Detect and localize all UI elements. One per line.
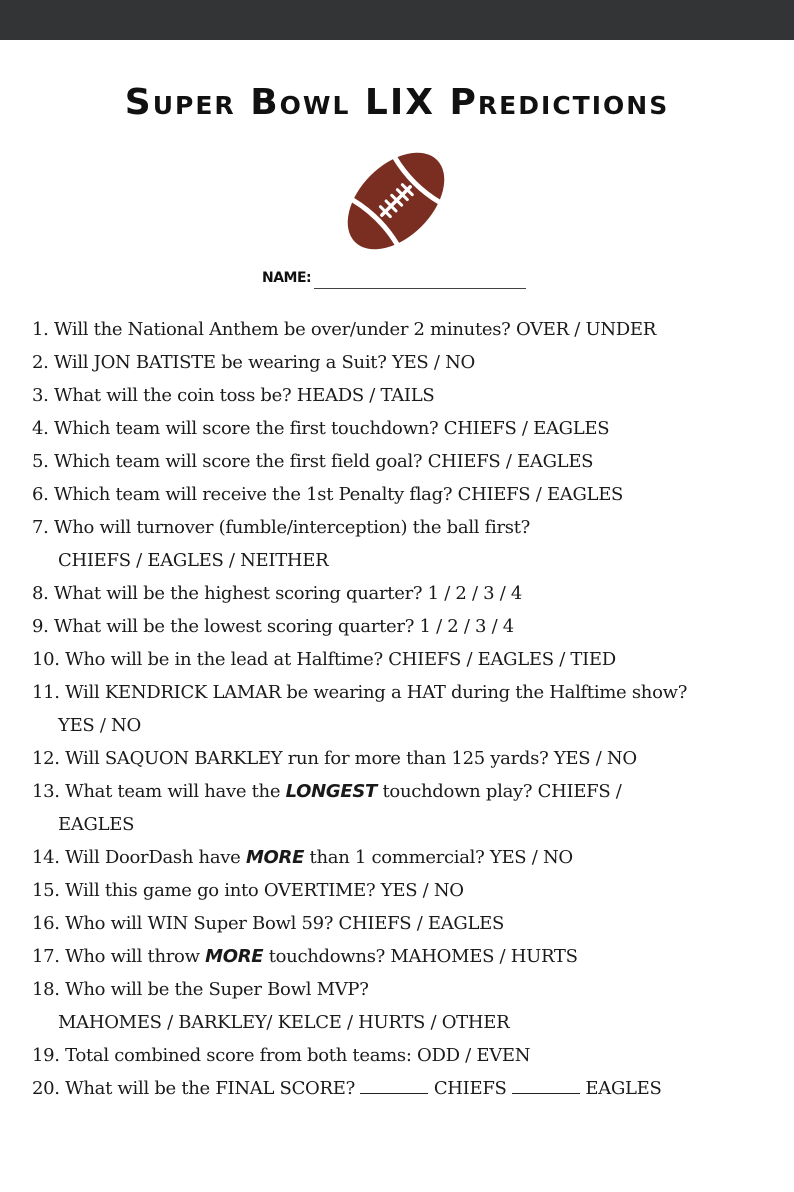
question-text: Who will throw (65, 946, 206, 967)
question-text: What will be the highest scoring quarter? 1 / 2 / 3 / 4 (54, 583, 523, 604)
question-number: 1. (32, 319, 49, 340)
question-item (32, 511, 782, 577)
question-number: 6. (32, 484, 49, 505)
question-text: Will the National Anthem be over/under 2 minutes? OVER / UNDER (54, 319, 657, 340)
question-list (32, 313, 782, 1105)
question-line (32, 1072, 782, 1105)
top-bar (0, 0, 794, 40)
question-number: 9. (32, 616, 49, 637)
question-text: Which team will score the first field goal? CHIEFS / EAGLES (54, 451, 594, 472)
question-continuation: YES / NO (58, 715, 141, 736)
question-text: touchdown play? CHIEFS / (377, 781, 622, 802)
question-number: 18. (32, 979, 60, 1000)
question-line (32, 445, 782, 478)
name-line[interactable] (314, 288, 526, 289)
question-line (32, 379, 782, 412)
name-label: NAME: (262, 270, 312, 286)
question-line (32, 940, 782, 973)
question-item (32, 445, 782, 478)
question-item (32, 412, 782, 445)
question-number: 19. (32, 1045, 60, 1066)
question-line (32, 412, 782, 445)
question-item (32, 577, 782, 610)
question-number: 3. (32, 385, 49, 406)
question-item (32, 610, 782, 643)
score-blank-eagles[interactable] (512, 1077, 580, 1094)
question-number: 14. (32, 847, 60, 868)
question-number: 8. (32, 583, 49, 604)
question-item (32, 1072, 782, 1105)
question-item (32, 940, 782, 973)
question-number: 5. (32, 451, 49, 472)
question-number: 10. (32, 649, 60, 670)
team-label: EAGLES (585, 1078, 662, 1099)
question-text: Who will be in the lead at Halftime? CHIEFS / EAGLES / TIED (65, 649, 616, 670)
question-line (32, 841, 782, 874)
question-continuation: EAGLES (58, 814, 135, 835)
question-line (32, 577, 782, 610)
question-item (32, 907, 782, 940)
question-text: Which team will receive the 1st Penalty flag? CHIEFS / EAGLES (54, 484, 624, 505)
question-number: 11. (32, 682, 60, 703)
question-text: Will SAQUON BARKLEY run for more than 125 yards? YES / NO (65, 748, 637, 769)
question-text: Who will WIN Super Bowl 59? CHIEFS / EAGLES (65, 913, 505, 934)
question-item (32, 742, 782, 775)
question-item (32, 874, 782, 907)
page-title: Super Bowl LIX Predictions (124, 82, 670, 123)
question-item (32, 643, 782, 676)
team-label: CHIEFS (433, 1078, 507, 1099)
question-text: than 1 commercial? YES / NO (304, 847, 573, 868)
question-continuation: MAHOMES / BARKLEY/ KELCE / HURTS / OTHER (58, 1012, 510, 1033)
question-text: touchdowns? MAHOMES / HURTS (263, 946, 578, 967)
question-line (32, 874, 782, 907)
question-line (32, 478, 782, 511)
question-line (32, 346, 782, 379)
football-icon (340, 145, 452, 257)
question-line (32, 1039, 782, 1072)
question-line (32, 610, 782, 643)
question-line (32, 511, 782, 544)
question-number: 15. (32, 880, 60, 901)
emphasis-text: MORE (245, 847, 305, 868)
question-number: 17. (32, 946, 60, 967)
question-number: 12. (32, 748, 60, 769)
question-text: What will be the FINAL SCORE? (65, 1078, 355, 1099)
question-line (32, 775, 782, 808)
question-item (32, 379, 782, 412)
emphasis-text: MORE (205, 946, 264, 967)
question-line (32, 742, 782, 775)
question-line (32, 643, 782, 676)
question-text: Who will be the Super Bowl MVP? (65, 979, 369, 1000)
score-blank-chiefs[interactable] (360, 1077, 428, 1094)
question-text: What team will have the (65, 781, 286, 802)
question-continuation: CHIEFS / EAGLES / NEITHER (58, 550, 329, 571)
question-text: Will DoorDash have (65, 847, 246, 868)
question-text: Will KENDRICK LAMAR be wearing a HAT during the Halftime show? (65, 682, 688, 703)
question-number: 7. (32, 517, 49, 538)
question-number: 20. (32, 1078, 60, 1099)
question-text: Total combined score from both teams: ODD / EVEN (65, 1045, 531, 1066)
question-text: Will JON BATISTE be wearing a Suit? YES / NO (54, 352, 475, 373)
question-line (32, 676, 782, 709)
question-item (32, 346, 782, 379)
question-number: 4. (32, 418, 49, 439)
question-item (32, 775, 782, 841)
question-item (32, 841, 782, 874)
question-text: Which team will score the first touchdown? CHIEFS / EAGLES (54, 418, 610, 439)
question-line (32, 313, 782, 346)
question-line (32, 973, 782, 1006)
question-number: 2. (32, 352, 49, 373)
question-text: Will this game go into OVERTIME? YES / NO (65, 880, 464, 901)
question-number: 13. (32, 781, 60, 802)
emphasis-text: LONGEST (285, 781, 378, 802)
question-item (32, 313, 782, 346)
question-item (32, 676, 782, 742)
question-text: Who will turnover (fumble/interception) the ball first? (54, 517, 530, 538)
question-number: 16. (32, 913, 60, 934)
question-text: What will the coin toss be? HEADS / TAILS (54, 385, 435, 406)
question-item (32, 1039, 782, 1072)
question-text: What will be the lowest scoring quarter? 1 / 2 / 3 / 4 (54, 616, 514, 637)
question-item (32, 478, 782, 511)
question-line (32, 907, 782, 940)
question-item (32, 973, 782, 1039)
